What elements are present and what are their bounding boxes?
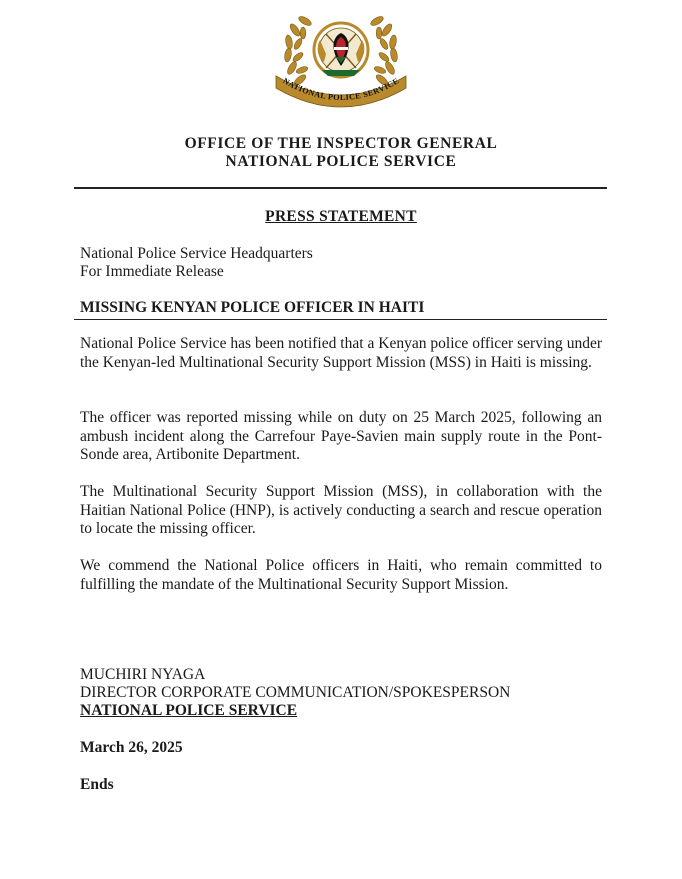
emblem-ribbon-text: NATIONAL POLICE SERVICE <box>281 76 401 103</box>
headline-divider <box>74 319 607 320</box>
body-paragraph-4: We commend the National Police officers in Haiti, who remain committed to fulfilling the mandate of the Multinational Security Support Mission. <box>80 557 602 593</box>
header-divider <box>74 187 607 189</box>
signatory-title: DIRECTOR CORPORATE COMMUNICATION/SPOKESPERSON <box>80 684 511 701</box>
signatory-organization: NATIONAL POLICE SERVICE <box>80 702 298 719</box>
ends-marker: Ends <box>80 776 114 793</box>
national-police-service-emblem <box>270 10 412 114</box>
body-paragraph-1: National Police Service has been notified that a Kenyan police officer serving under the Kenyan-led Multinational Security Support Mission (MSS) in Haiti is missing. <box>80 335 602 371</box>
service-title: NATIONAL POLICE SERVICE <box>225 153 457 170</box>
office-title: OFFICE OF THE INSPECTOR GENERAL <box>184 135 498 152</box>
document-type-heading: PRESS STATEMENT <box>265 208 417 225</box>
release-line: For Immediate Release <box>80 263 224 280</box>
statement-date: March 26, 2025 <box>80 739 183 756</box>
body-paragraph-2: The officer was reported missing while on duty on 25 March 2025, following an ambush incident along the Carrefour Paye-Savien main supply route in the Pont-Sonde area, Artibonite Department. <box>80 409 602 464</box>
signatory-name: MUCHIRI NYAGA <box>80 666 206 683</box>
body-paragraph-3: The Multinational Security Support Mission (MSS), in collaboration with the Haitian National Police (HNP), is actively conducting a search and rescue operation to locate the missing officer. <box>80 483 602 538</box>
statement-headline: MISSING KENYAN POLICE OFFICER IN HAITI <box>80 299 425 316</box>
emblem-icon <box>270 10 412 114</box>
origin-line: National Police Service Headquarters <box>80 245 313 262</box>
